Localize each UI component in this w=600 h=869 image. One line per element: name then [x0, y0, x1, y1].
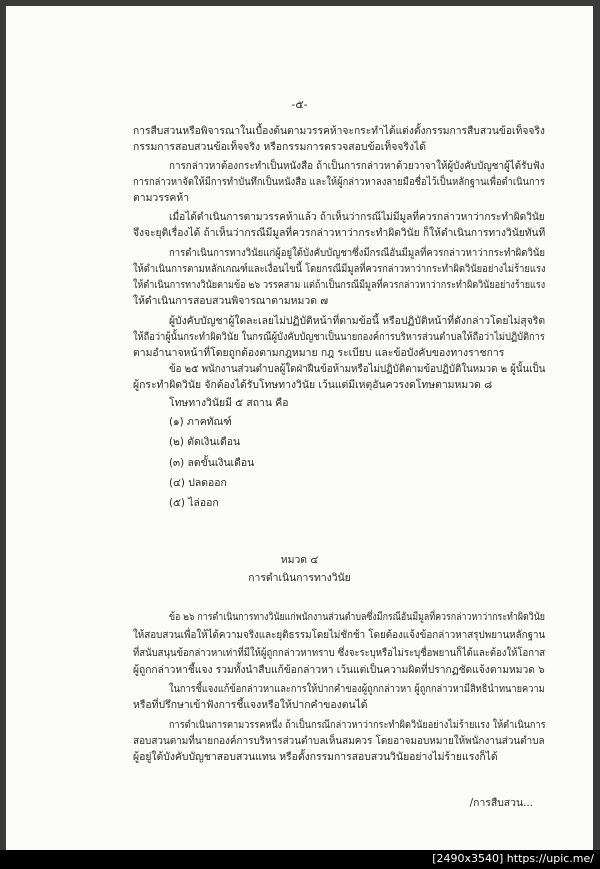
text-line: ให้ถือว่าผู้นั้นกระทำผิดวินัย ในกรณีผู้บังคับบัญชาเป็นนายกองค์การบริหารส่วนตำบลให้ถือว่าไม่ปฏิบัติการ	[133, 331, 545, 343]
text-line: หรือที่ปรึกษาเข้าฟังการชี้แจงหรือให้ปากคำของตนได้	[133, 699, 368, 711]
chapter-heading: หมวด ๔	[280, 554, 319, 566]
text-line: ที่สนับสนุนข้อกล่าวหาเท่าที่มีให้ผู้ถูกกล่าวหาทราบ ซึ่งจะระบุหรือไม่ระบุชื่อพยานก็ได้และต้องให้โอกาส	[133, 647, 546, 659]
text-line: ให้ดำเนินการสอบสวนพิจารณาตามหมวด ๗	[133, 295, 329, 307]
text-line: กรรมการสอบสวนข้อเท็จจริง หรือกรรมการตรวจสอบข้อเท็จจริงได้	[133, 141, 427, 153]
text-line: การดำเนินการตามวรรคหนึ่ง ถ้าเป็นกรณีกล่าวหาว่ากระทำผิดวินัยอย่างไม่ร้ายแรง ให้ดำเนินการ	[169, 719, 546, 731]
list-item: (๑) ภาคทัณฑ์	[169, 416, 232, 428]
text-line: โทษทางวินัยมี ๕ สถาน คือ	[169, 397, 289, 409]
text-line: ผู้อยู่ใต้บังคับบัญชาสอบสวนแทน หรือตั้งกรรมการสอบสวนวินัยอย่างไม่ร้ายแรงก็ได้	[133, 751, 498, 763]
text-line: ข้อ ๒๖ การดำเนินการทางวินัยแก่พนักงานส่วนตำบลซึ่งมีกรณีอันมีมูลที่ควรกล่าวหาว่ากระทำผิดวินัย	[169, 611, 545, 623]
text-line: ผู้กระทำผิดวินัย จักต้องได้รับโทษทางวินัย เว้นแต่มีเหตุอันควรงดโทษตามหมวด ๘	[133, 379, 493, 391]
text-line: ตามอำนาจหน้าที่โดยถูกต้องตามกฎหมาย กฎ ระเบียบ และข้อบังคับของทางราชการ	[133, 347, 505, 359]
text-line: การดำเนินการทางวินัยแก่ผู้อยู่ใต้บังคับบัญชาซึ่งมีกรณีอันมีมูลที่ควรกล่าวหาว่ากระทำผิดวินัย	[169, 247, 545, 259]
chapter-title: การดำเนินการทางวินัย	[248, 572, 351, 584]
list-item: (๓) ลดขั้นเงินเดือน	[169, 457, 255, 469]
text-line: การกล่าวหาต้องกระทำเป็นหนังสือ ถ้าเป็นการกล่าวหาด้วยวาจาให้ผู้บังคับบัญชาผู้ได้รับฟัง	[169, 160, 545, 172]
text-line: สอบสวนตามที่นายกองค์การบริหารส่วนตำบลเห็นสมควร โดยอาจมอบหมายให้พนักงานส่วนตำบล	[133, 735, 545, 747]
text-line: ให้ดำเนินการตามหลักเกณฑ์และเงื่อนไขนี้ โดยกรณีมีมูลที่ควรกล่าวหาว่ากระทำผิดวินัยอย่างไม่ร้ายแรง	[133, 263, 546, 275]
text-line: ตามวรรคห้า	[133, 192, 190, 204]
list-item: (๔) ปลดออก	[169, 477, 227, 489]
text-line: ในการชี้แจงแก้ข้อกล่าวหาและการให้ปากคำของผู้ถูกกล่าวหา ผู้ถูกกล่าวหามีสิทธินำทนายความ	[169, 683, 545, 695]
list-item: (๒) ตัดเงินเดือน	[169, 436, 241, 448]
text-line: จึงจะยุติเรื่องได้ ถ้าเห็นว่ากรณีมีมูลที่ควรกล่าวหาว่ากระทำผิดวินัย ก็ให้ดำเนินการทางวินัยทันที	[133, 227, 546, 239]
text-line: ให้ดำเนินการทางวินัยตามข้อ ๒๖ วรรคสาม แต่ถ้าเป็นกรณีมีมูลที่ควรกล่าวหาว่ากระทำผิดวินัยอย่างร้ายแรง	[133, 279, 546, 291]
text-line: การกล่าวหาจัดให้มีการทำบันทึกเป็นหนังสือ และให้ผู้กล่าวหาลงลายมือชื่อไว้เป็นหลักฐานเพื่อดำเนินการ	[133, 176, 545, 188]
text-line: ผู้ถูกกล่าวหาชี้แจง รวมทั้งนำสืบแก้ข้อกล่าวหา เว้นแต่เป็นความผิดที่ปรากฏชัดแจ้งตามหมวด ๖	[133, 664, 545, 676]
document-page	[6, 6, 593, 854]
text-line: เมื่อได้ดำเนินการตามวรรคห้าแล้ว ถ้าเห็นว่ากรณีไม่มีมูลที่ควรกล่าวหาว่ากระทำผิดวินัย	[169, 211, 545, 223]
text-line: การสืบสวนหรือพิจารณาในเบื้องต้นตามวรรคห้าจะกระทำได้แต่งตั้งกรรมการสืบสวนข้อเท็จจริง	[133, 125, 545, 137]
text-line: ให้สอบสวนเพื่อให้ได้ความจริงและยุติธรรมโดยไม่ชักช้า โดยต้องแจ้งข้อกล่าวหาสรุปพยานหลักฐาน	[133, 629, 546, 641]
image-info-label: [2490x3540] https://upic.me/	[432, 852, 594, 865]
continuation-text: /การสืบสวน...	[469, 797, 533, 809]
page-number: -๕-	[291, 98, 308, 111]
text-line: ข้อ ๒๕ พนักงานส่วนตำบลผู้ใดฝ่าฝืนข้อห้ามหรือไม่ปฏิบัติตามข้อปฏิบัติในหมวด ๒ ผู้นั้นเป็น	[169, 363, 546, 375]
list-item: (๕) ไล่ออก	[169, 497, 219, 509]
text-line: ผู้บังคับบัญชาผู้ใดละเลยไม่ปฏิบัติหน้าที่ตามข้อนี้ หรือปฏิบัติหน้าที่ดังกล่าวโดยไม่สุจริต	[169, 315, 546, 327]
